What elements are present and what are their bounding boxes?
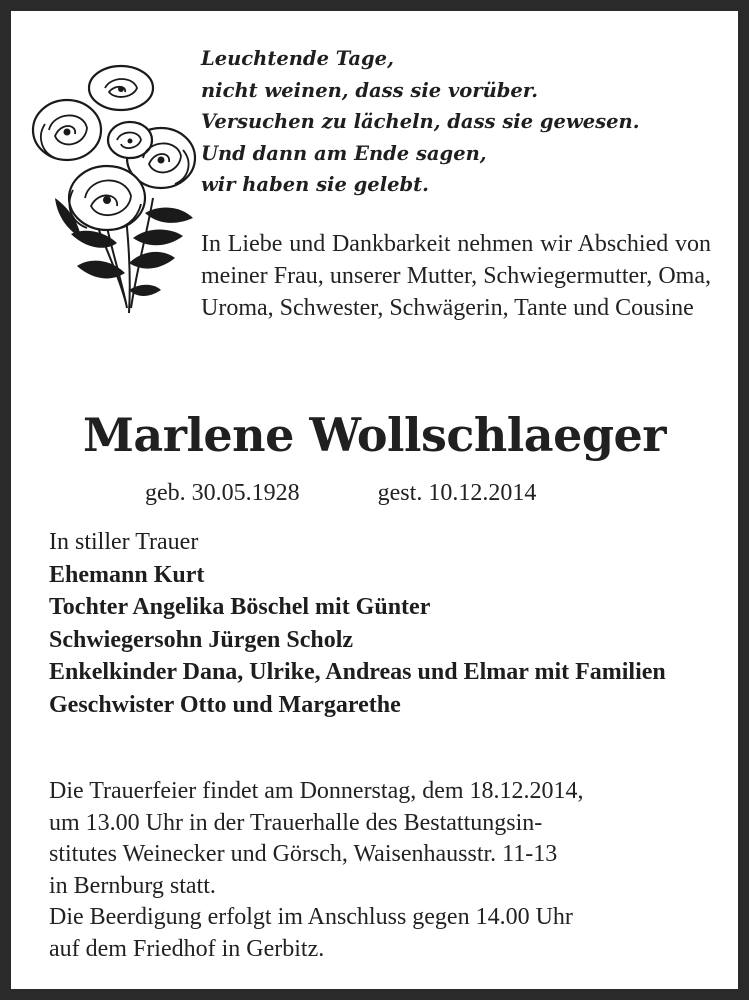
mourner-entry: Enkelkinder Dana, Ulrike, Andreas und Elmar mit Familien <box>49 659 666 685</box>
rose-bouquet-icon <box>25 58 200 316</box>
service-line: stitutes Weinecker und Görsch, Waisenhausstr. 11-13 <box>49 841 558 868</box>
mourner-entry: Geschwister Otto und Margarethe <box>49 691 401 718</box>
poem-line: wir haben sie gelebt. <box>201 173 429 196</box>
birth-date: geb. 30.05.1928 <box>145 480 300 506</box>
death-date: gest. 10.12.2014 <box>377 480 537 506</box>
service-line: auf dem Friedhof in Gerbitz. <box>49 935 325 962</box>
service-line: Die Beerdigung erfolgt im Anschluss gegen 14.00 Uhr <box>49 904 573 931</box>
deceased-name: Marlene Wollschlaeger <box>82 408 667 462</box>
mourner-entry: Schwiegersohn Jürgen Scholz <box>49 626 354 653</box>
poem-line: nicht weinen, dass sie vorüber. <box>201 78 539 102</box>
poem-line: Und dann am Ende sagen, <box>201 141 487 165</box>
mourners-list <box>49 526 709 721</box>
service-line: in Bernburg statt. <box>49 872 216 899</box>
service-info <box>49 776 709 966</box>
service-line: um 13.00 Uhr in der Trauerhalle des Bestattungsin- <box>49 809 543 836</box>
poem <box>201 43 721 201</box>
service-line: Die Trauerfeier findet am Donnerstag, dem 18.12.2014, <box>49 778 584 804</box>
mourners-lead: In stiller Trauer <box>49 529 199 555</box>
mourner-entry: Ehemann Kurt <box>49 561 205 588</box>
poem-line: Leuchtende Tage, <box>201 47 394 70</box>
poem-line: Versuchen zu lächeln, dass sie gewesen. <box>201 110 640 133</box>
intro-text: In Liebe und Dankbarkeit nehmen wir Abschied von meiner Frau, unserer Mutter, Schwiegermutter, Oma, Uroma, Schwester, Schwägerin, Tante und Cousine <box>201 231 711 321</box>
mourner-entry: Tochter Angelika Böschel mit Günter <box>49 594 431 620</box>
life-dates <box>145 478 536 508</box>
